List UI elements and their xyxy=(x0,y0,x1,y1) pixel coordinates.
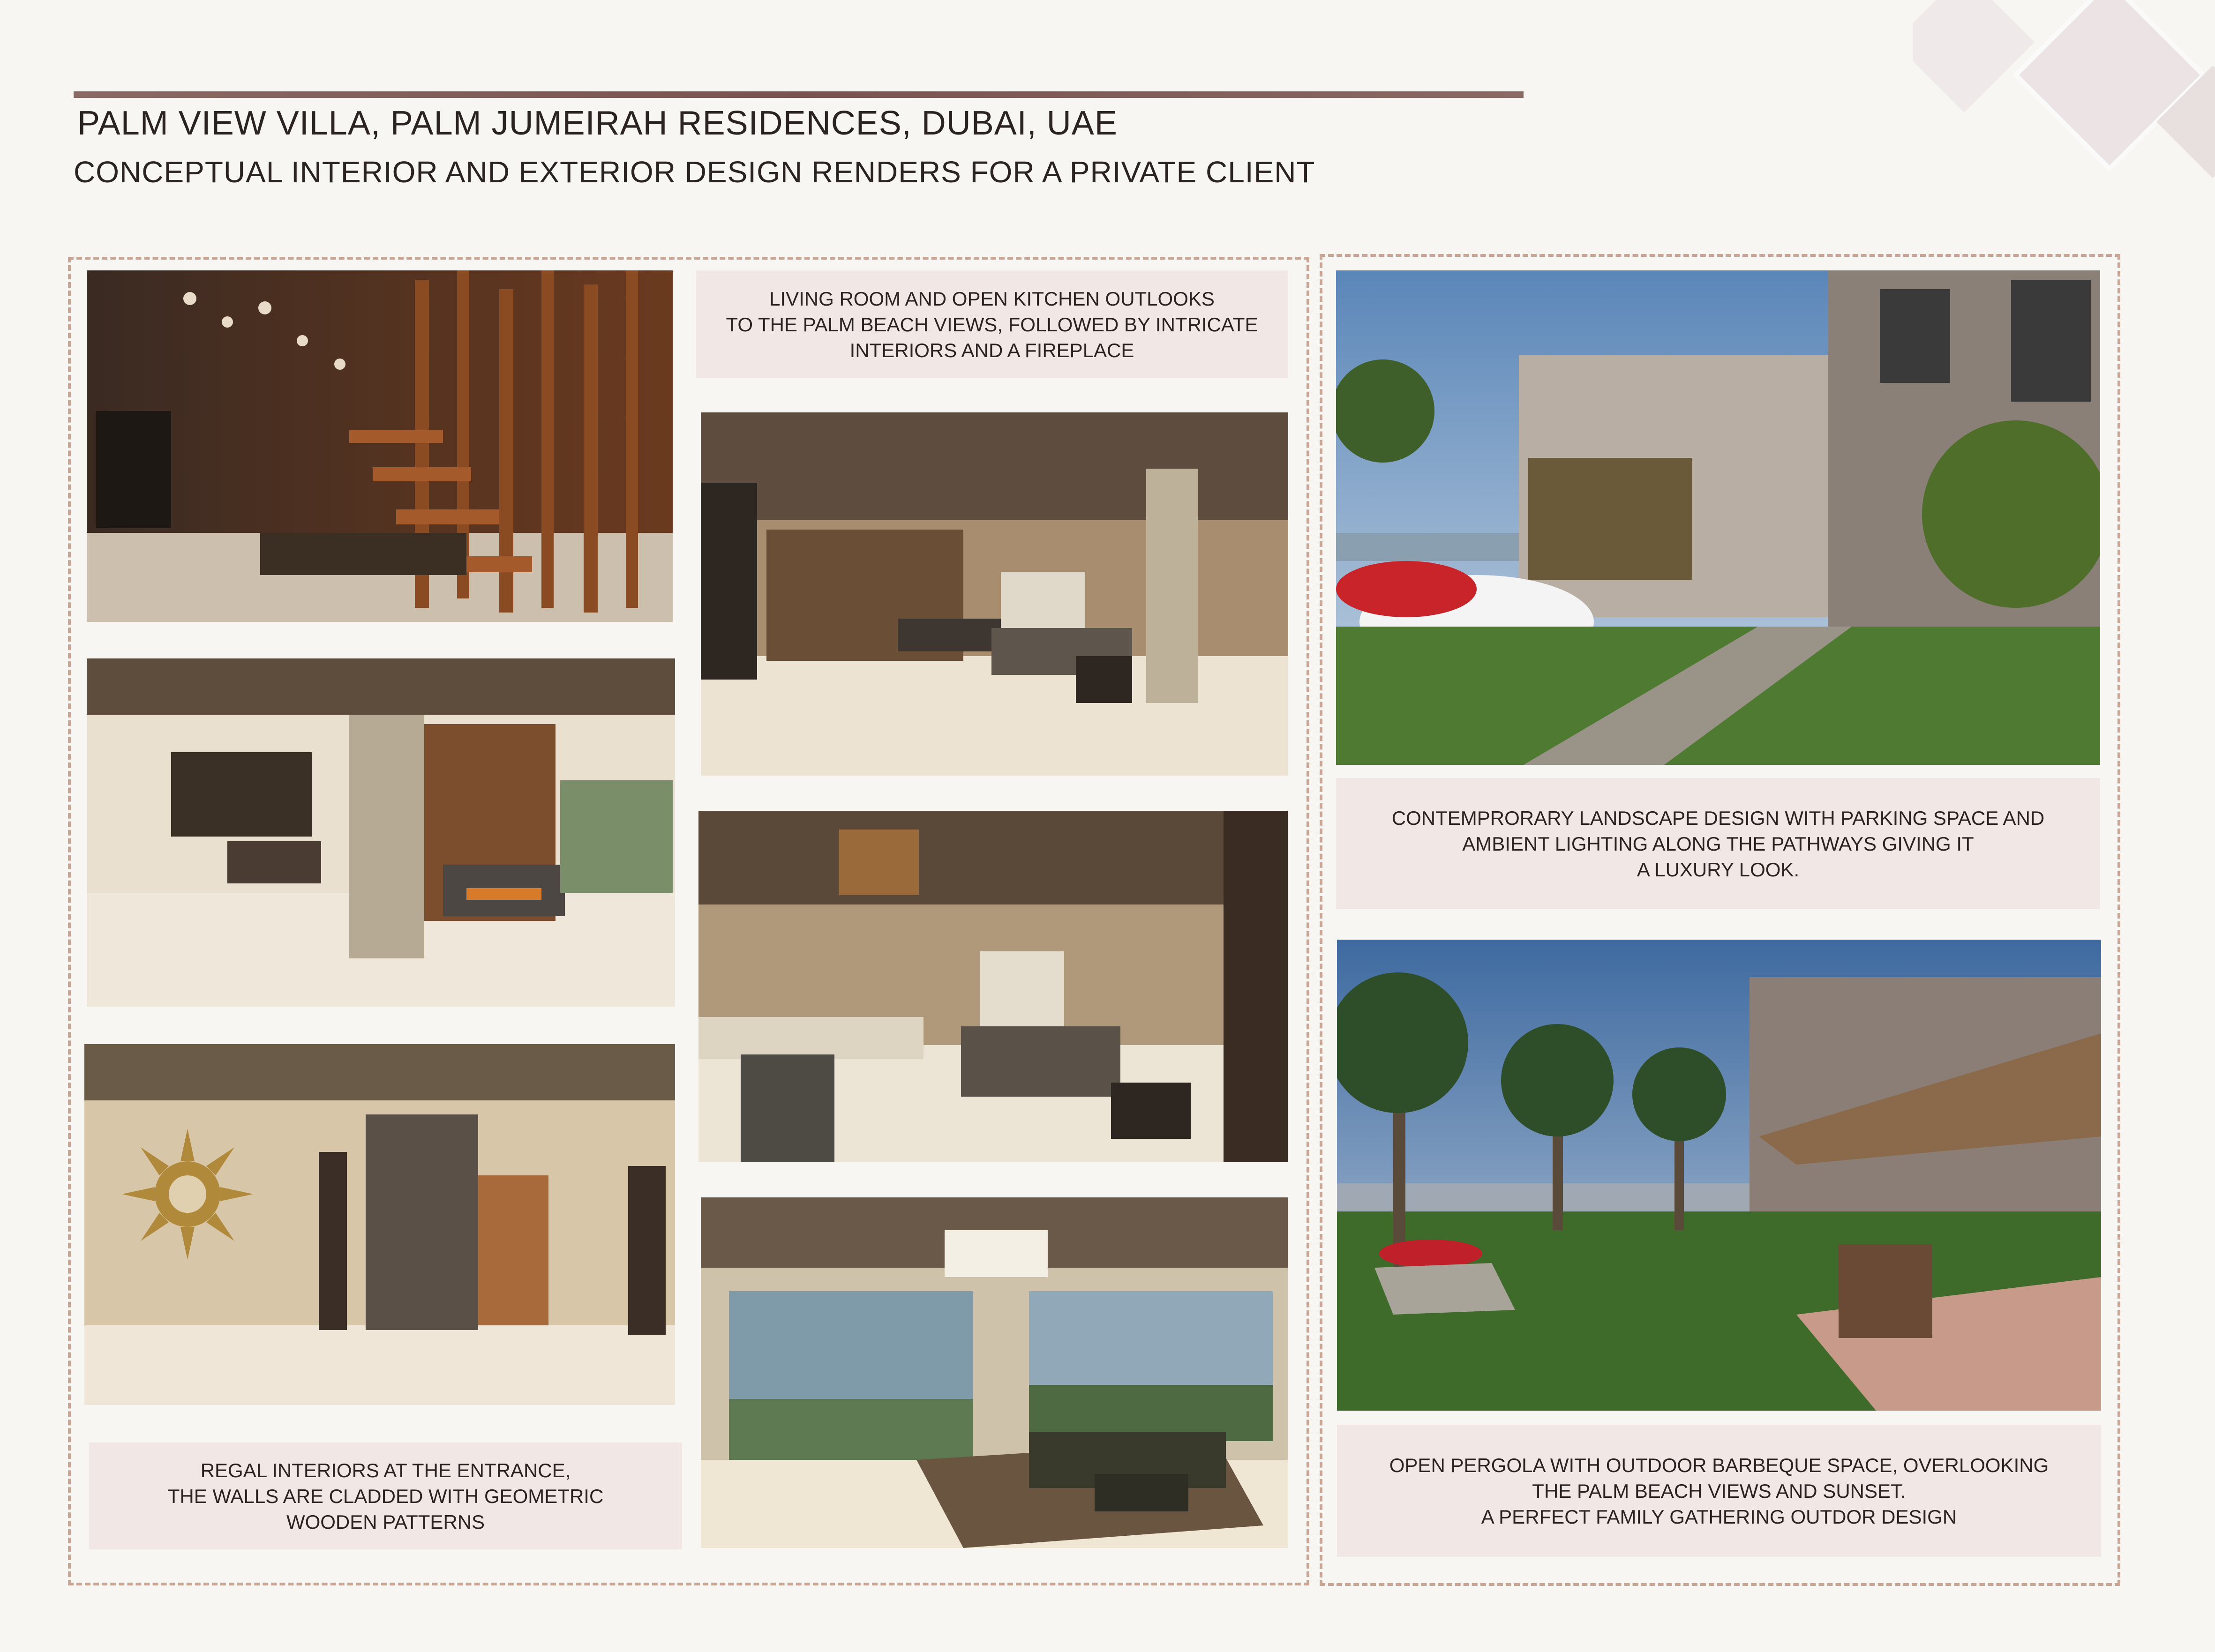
decorative-diamonds xyxy=(1913,0,2215,187)
caption-living-room xyxy=(696,270,1288,378)
caption-line: A PERFECT FAMILY GATHERING OUTDOR DESIGN xyxy=(1481,1505,1957,1528)
caption-landscape xyxy=(1336,778,2100,909)
caption-line: CONTEMPRORARY LANDSCAPE DESIGN WITH PARKING SPACE AND xyxy=(1391,807,2045,829)
staircase-render xyxy=(87,270,673,622)
caption-line: OPEN PERGOLA WITH OUTDOOR BARBEQUE SPACE, OVERLOOKING xyxy=(1389,1454,2049,1476)
dining-table-render xyxy=(698,811,1288,1162)
pergola-render xyxy=(1337,940,2101,1411)
caption-line: WOODEN PATTERNS xyxy=(286,1510,485,1533)
caption-line: A LUXURY LOOK. xyxy=(1637,858,1800,881)
caption-line: AMBIENT LIGHTING ALONG THE PATHWAYS GIVING IT xyxy=(1462,832,1974,855)
caption-entrance xyxy=(89,1443,682,1549)
caption-line: THE PALM BEACH VIEWS AND SUNSET. xyxy=(1532,1480,1906,1502)
caption-pergola xyxy=(1337,1425,2101,1557)
page-title: PALM VIEW VILLA, PALM JUMEIRAH RESIDENCES, DUBAI, UAE xyxy=(77,105,1118,142)
landscape-parking-render xyxy=(1336,270,2100,765)
caption-line: TO THE PALM BEACH VIEWS, FOLLOWED BY INTRICATE xyxy=(726,313,1258,336)
caption-line: THE WALLS ARE CLADDED WITH GEOMETRIC xyxy=(167,1485,604,1507)
entrance-render xyxy=(84,1044,675,1405)
caption-line: LIVING ROOM AND OPEN KITCHEN OUTLOOKS xyxy=(769,287,1215,310)
dining-render xyxy=(701,412,1288,776)
header-rule xyxy=(74,91,1524,98)
page-subtitle: CONCEPTUAL INTERIOR AND EXTERIOR DESIGN RENDERS FOR A PRIVATE CLIENT xyxy=(74,155,1315,189)
caption-line: REGAL INTERIORS AT THE ENTRANCE, xyxy=(200,1459,571,1481)
lounge-render xyxy=(701,1197,1288,1548)
living-fireplace-render xyxy=(87,658,675,1007)
caption-line: INTERIORS AND A FIREPLACE xyxy=(849,339,1134,361)
